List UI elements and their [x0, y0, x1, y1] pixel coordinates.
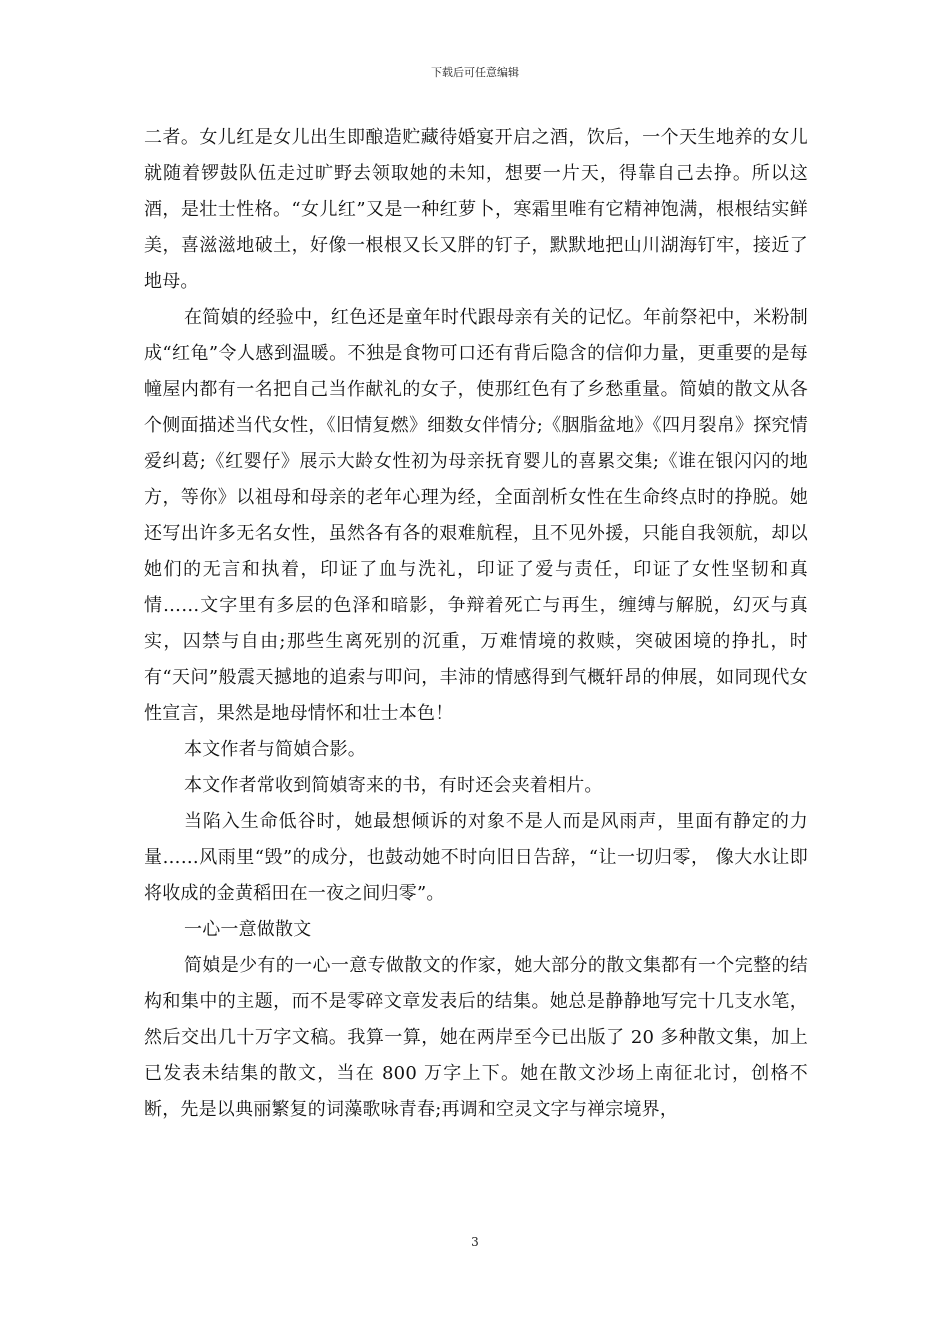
paragraph-5: 当陷入生命低谷时，她最想倾诉的对象不是人而是风雨声，里面有静定的力量……风雨里“毁”的成分，也鼓动她不时向旧日告辞，“让一切归零， 像大水让即将收成的金黄稻田在一夜之间归零”。	[144, 811, 808, 904]
page-header: 下载后可任意编辑	[431, 66, 519, 79]
paragraph-4: 本文作者常收到简媜寄来的书，有时还会夹着相片。	[184, 775, 603, 796]
paragraph-6: 简媜是少有的一心一意专做散文的作家，她大部分的散文集都有一个完整的结构和集中的主题，而不是零碎文章发表后的结集。她总是静静地写完十几支水笔，然后交出几十万字文稿。我算一算，她在两岸至今已出版了 20 多种散文集，加上已发表未结集的散文，当在 800 万字上下。她在散文沙场上南征北讨，创格不断，先是以典丽繁复的词藻歌咏青春;再调和空灵文字与禅宗境界，	[144, 955, 808, 1120]
body-text	[144, 120, 808, 1128]
paragraph-2: 在简媜的经验中，红色还是童年时代跟母亲有关的记忆。年前祭祀中，米粉制成“红龟”令人感到温暖。不独是食物可口还有背后隐含的信仰力量，更重要的是每幢屋内都有一名把自己当作献礼的女子，使那红色有了乡愁重量。简媜的散文从各个侧面描述当代女性，《旧情复燃》细数女伴情分;《胭脂盆地》《四月裂帛》探究情爱纠葛;《红婴仔》展示大龄女性初为母亲抚育婴儿的喜累交集;《谁在银闪闪的地方，等你》以祖母和母亲的老年心理为经，全面剖析女性在生命终点时的挣脱。她还写出许多无名女性，虽然各有各的艰难航程，且不见外援，只能自我领航，却以她们的无言和执着，印证了血与洗礼，印证了爱与责任，印证了女性坚韧和真情……文字里有多层的色泽和暗影，争辩着死亡与再生，缠缚与解脱，幻灭与真实，囚禁与自由;那些生离死别的沉重，万难情境的救赎，突破困境的挣扎，时有“天问”般震天撼地的追索与叩问，丰沛的情感得到气概轩昂的伸展，如同现代女性宣言，果然是地母情怀和壮士本色！	[144, 307, 808, 724]
paragraph-1: 二者。女儿红是女儿出生即酿造贮藏待婚宴开启之酒，饮后，一个天生地养的女儿就随着锣鼓队伍走过旷野去领取她的未知，想要一片天，得靠自己去挣。所以这酒，是壮士性格。“女儿红”又是一种红萝卜，寒霜里唯有它精神饱满，根根结实鲜美，喜滋滋地破土，好像一根根又长又胖的钉子，默默地把山川湖海钉牢，接近了地母。	[144, 127, 808, 292]
section-heading: 一心一意做散文	[184, 919, 312, 940]
paragraph-3: 本文作者与简媜合影。	[184, 739, 366, 760]
page-number: 3	[471, 1235, 479, 1249]
